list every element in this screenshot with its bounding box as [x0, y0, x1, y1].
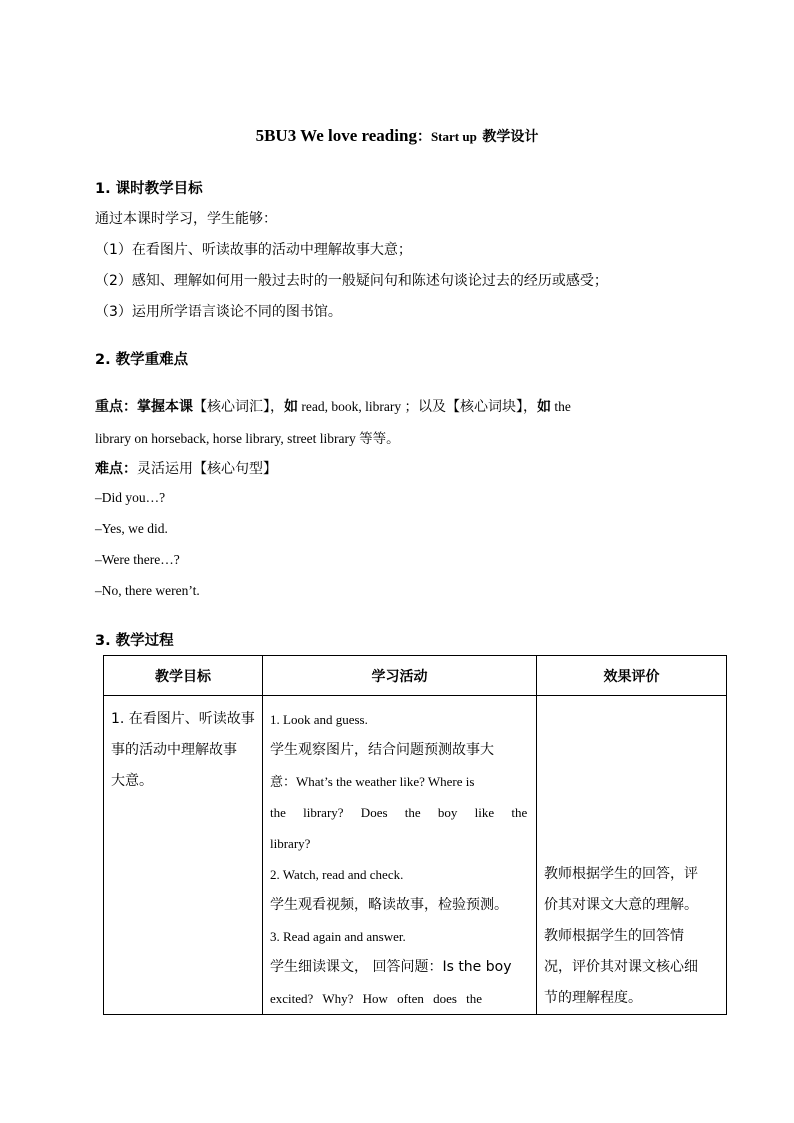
column-header-goal: 教学目标	[104, 656, 263, 696]
activity-line: 学生细读课文， 回答问题：Is the boy	[270, 959, 512, 975]
dialog-line-4: –No, there weren’t.	[95, 583, 200, 598]
activity-line: 1. Look and guess.	[270, 712, 368, 727]
section1-item-3: （3）运用所学语言谈论不同的图书馆。	[95, 304, 342, 320]
activity-line: 意：What’s the weather like? Where is	[270, 774, 475, 789]
section3-heading: 3. 教学过程	[95, 633, 174, 649]
key-vocab: 【核心词汇】，	[193, 399, 284, 415]
section2-heading: 2. 教学重难点	[95, 352, 189, 368]
key-words: read, book, library ；	[298, 399, 418, 414]
activity-line: the library? Does the boy like the	[270, 805, 528, 820]
evaluation-line: 节的理解程度。	[544, 990, 642, 1006]
title-sub: Start up	[430, 129, 477, 144]
section1-item-1: （1）在看图片、听读故事的活动中理解故事大意；	[95, 242, 412, 258]
key-yiji: 以及【核心词块】，	[417, 399, 537, 415]
section1-intro: 通过本课时学习，学生能够：	[95, 211, 277, 227]
evaluation-line: 况，评价其对课文核心细	[544, 959, 698, 975]
evaluation-line: 教师根据学生的回答情	[544, 928, 684, 944]
activity-line: 学生观察图片，结合问题预测故事大	[270, 742, 494, 758]
table-header-row	[104, 656, 727, 696]
title-separator: ：	[416, 129, 431, 145]
goal-line: 大意。	[111, 773, 153, 789]
section1-item-2: （2）感知、理解如何用一般过去时的一般疑问句和陈述句谈论过去的经历或感受；	[95, 273, 608, 289]
key-label: 重点：掌握本课	[95, 399, 193, 415]
evaluation-cell	[537, 696, 727, 1015]
evaluation-line: 价其对课文大意的理解。	[544, 897, 698, 913]
key-points-line	[95, 395, 571, 416]
key-points-line-2: library on horseback, horse library, street library 等等。	[95, 431, 400, 446]
activity-line: 3. Read again and answer.	[270, 929, 406, 944]
page-title	[0, 126, 794, 146]
goal-line: 1. 在看图片、听读故事	[111, 711, 255, 727]
title-cn: 教学设计	[482, 129, 539, 145]
activity-line: excited? Why? How often does the	[270, 991, 483, 1006]
key-ru: 如	[284, 399, 298, 415]
difficulty-line	[95, 458, 277, 478]
difficulty-text: 灵活运用【核心句型】	[137, 461, 277, 477]
column-header-evaluation: 效果评价	[537, 656, 727, 696]
difficulty-label: 难点：	[95, 461, 137, 477]
evaluation-line: 教师根据学生的回答，评	[544, 866, 698, 882]
dialog-line-3: –Were there…?	[95, 552, 180, 567]
title-main: 5BU3 We love reading	[255, 126, 417, 145]
key-the: the	[550, 399, 571, 414]
dialog-line-1: –Did you…?	[95, 490, 166, 505]
process-table	[103, 655, 727, 1015]
dialog-line-2: –Yes, we did.	[95, 521, 168, 536]
activity-line: library?	[270, 836, 311, 851]
column-header-activity: 学习活动	[263, 656, 537, 696]
activity-line: 2. Watch, read and check.	[270, 867, 404, 882]
table-row	[104, 696, 727, 1015]
section1-heading: 1. 课时教学目标	[95, 181, 203, 197]
activity-line: 学生观看视频，略读故事，检验预测。	[270, 897, 508, 913]
goal-line: 事的活动中理解故事	[111, 742, 237, 758]
goal-cell	[104, 696, 263, 1015]
activity-cell	[263, 696, 537, 1015]
key-ru-2: 如	[536, 399, 551, 415]
